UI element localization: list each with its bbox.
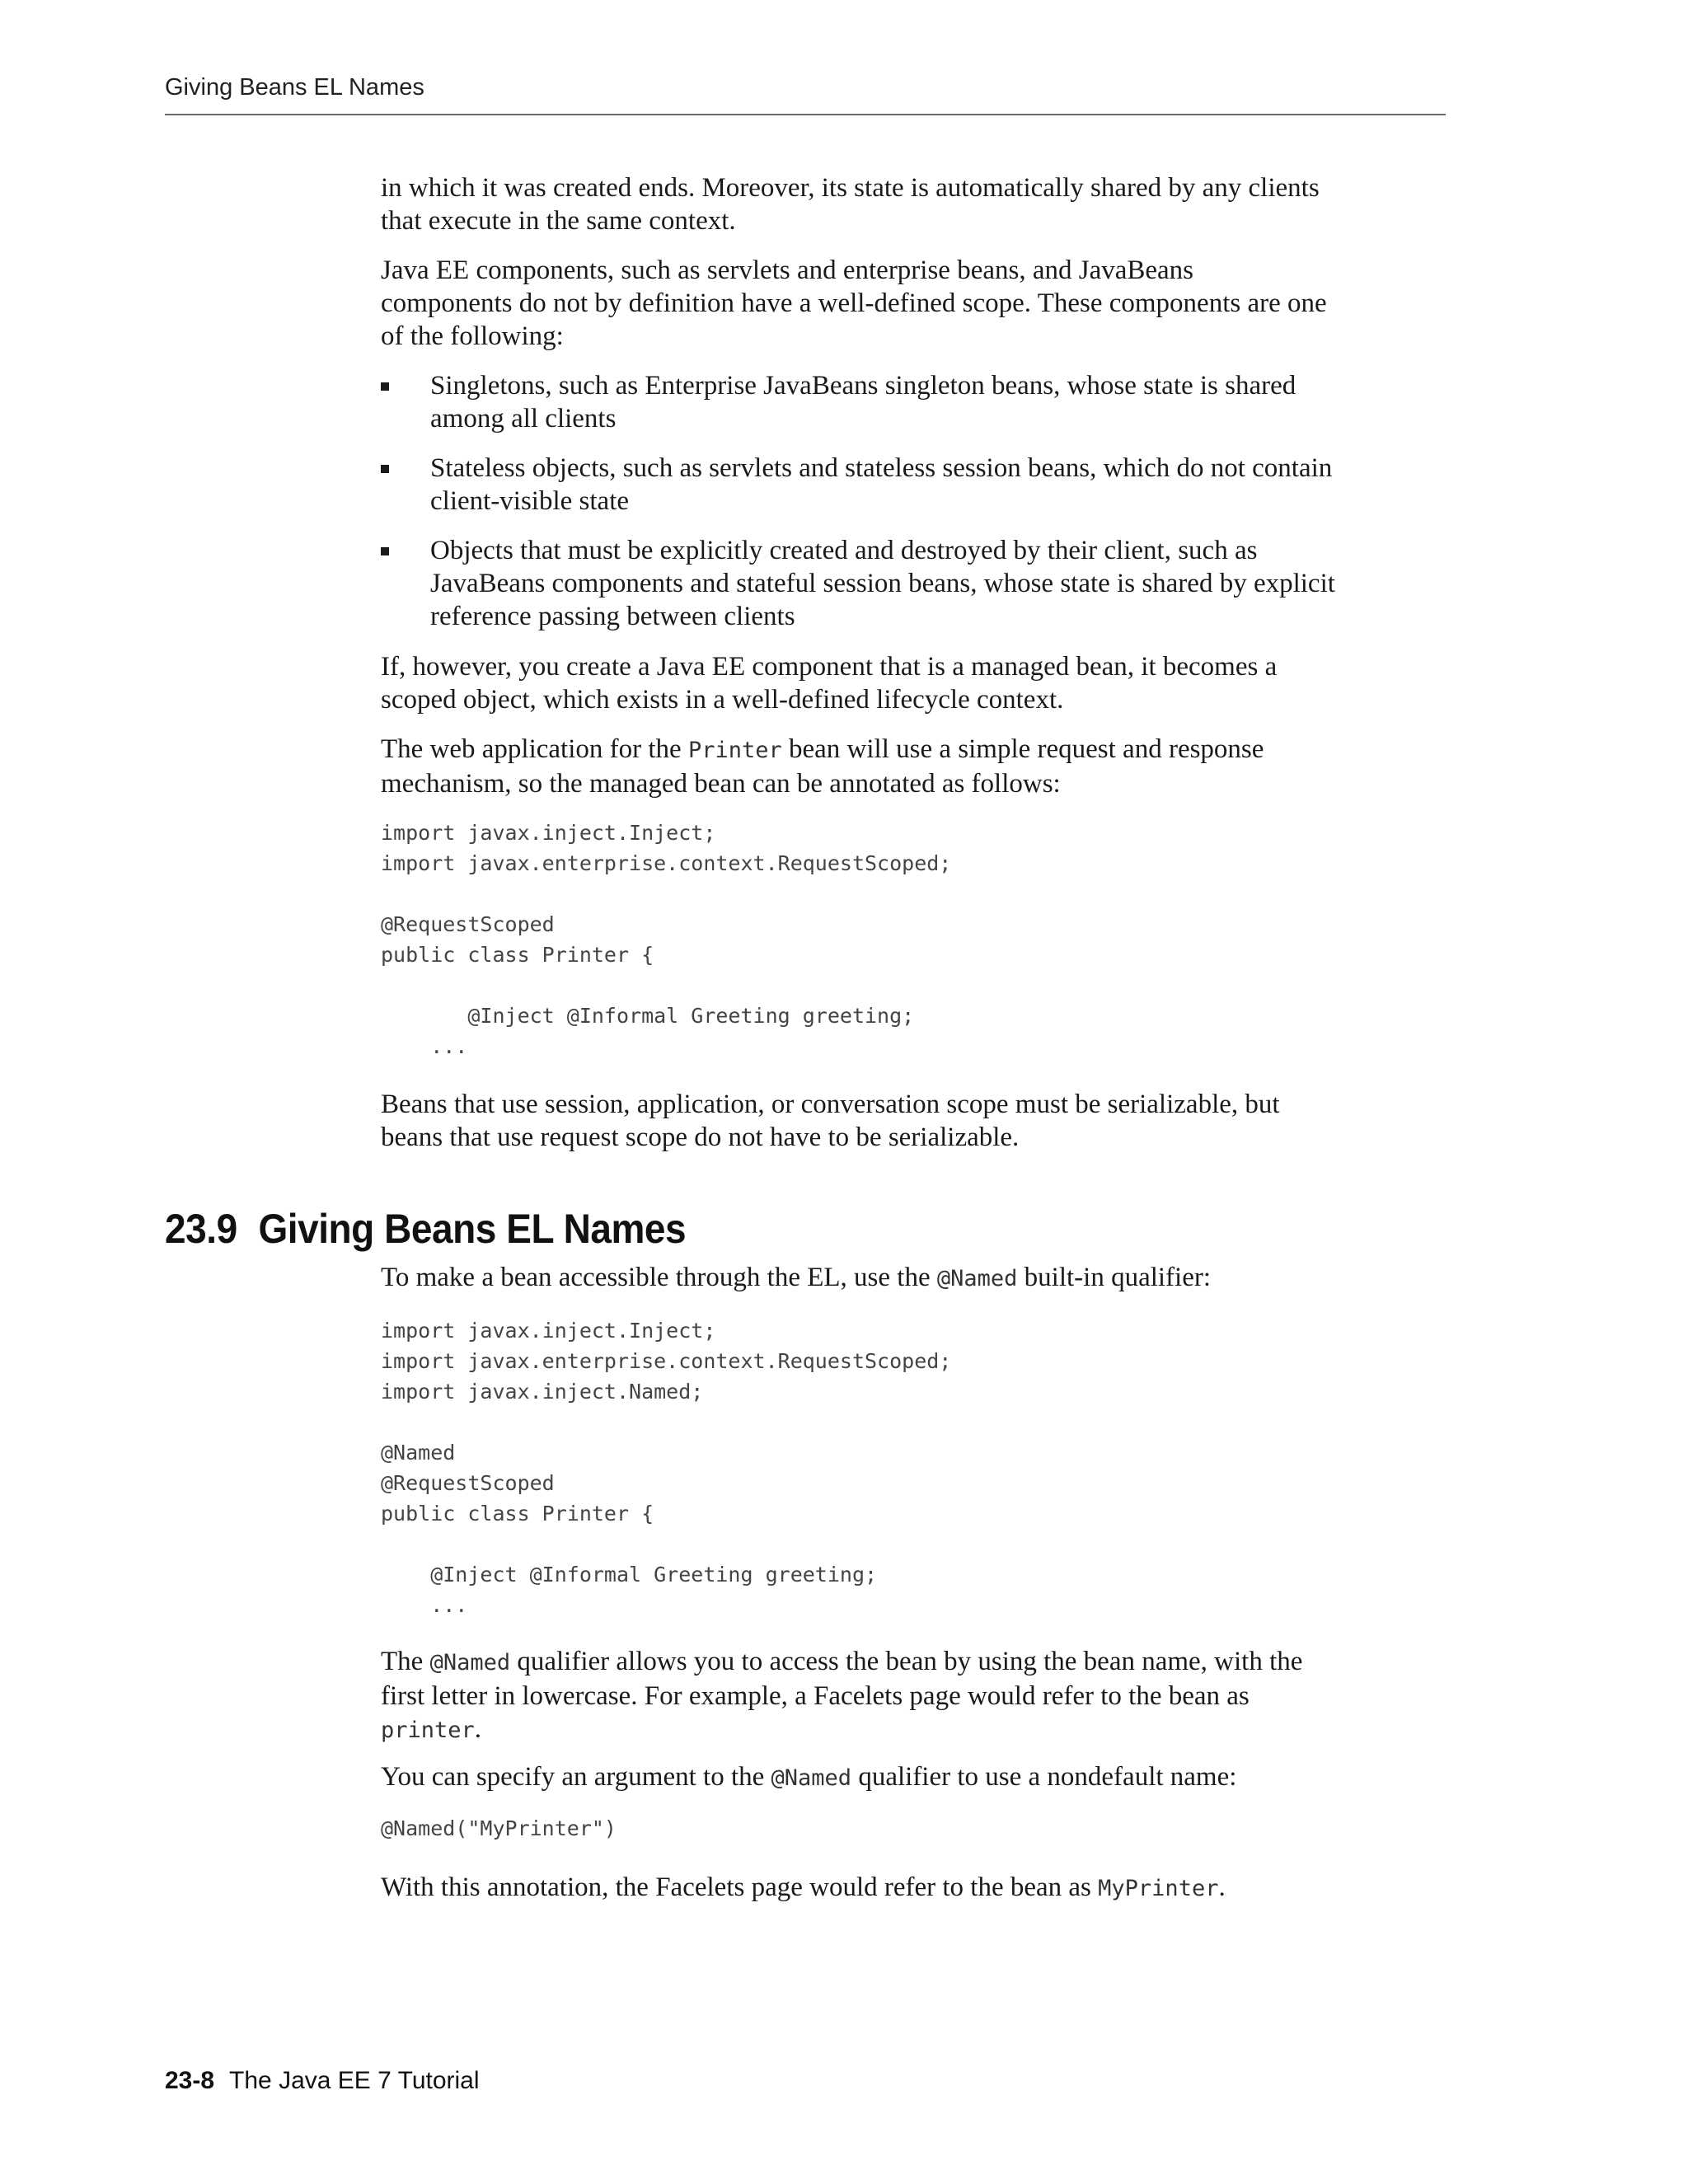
annotation-text: With this annotation, the Facelets page would refer to the bean as MyPrinter. (381, 1872, 1226, 1902)
list-item-text: Singletons, such as Enterprise JavaBeans singleton beans, whose state is shared among all clients (430, 371, 1296, 434)
printer-paragraph (381, 733, 1452, 800)
inline-code: @Named (771, 1765, 852, 1791)
section-heading (165, 1205, 686, 1253)
section-title: Giving Beans EL Names (258, 1206, 687, 1252)
managed-bean-paragraph (381, 650, 1452, 716)
list-item-text: Objects that must be explicitly created and destroyed by their client, such as JavaBeans components and stateful session beans, whose state is shared by explicit reference passing between clients (430, 536, 1335, 631)
printer-text: The web application for the Printer bean will use a simple request and response mechanism, so the managed bean can be annotated as follows: (381, 734, 1264, 799)
code-example-request-scoped: import javax.inject.Inject; import javax.enterprise.context.RequestScoped; @RequestScoped public class Printer { @Inject @Informal Greeting greeting; ... (381, 821, 952, 1058)
annotation-paragraph (381, 1871, 1452, 1905)
inline-code: Printer (687, 738, 782, 763)
page-footer (165, 2067, 480, 2095)
named-qualifier-text: The @Named qualifier allows you to access the bean by using the bean name, with the first letter in lowercase. For example, a Facelets page would refer to the bean as printer. (381, 1647, 1303, 1744)
bullet-icon (381, 465, 389, 473)
argument-text: You can specify an argument to the @Named qualifier to use a nondefault name: (381, 1762, 1237, 1792)
argument-paragraph (381, 1760, 1452, 1795)
intro-text-2: Java EE components, such as servlets and enterprise beans, and JavaBeans components do not by definition have a well-defined scope. These components are one of the following: (381, 255, 1327, 351)
managed-bean-text: If, however, you create a Java EE component that is a managed bean, it becomes a scoped object, which exists in a well-defined lifecycle context. (381, 652, 1278, 715)
serializable-text: Beans that use session, application, or conversation scope must be serializable, but beans that use request scope do not have to be serializable. (381, 1090, 1280, 1152)
code-example-named-argument: @Named("MyPrinter") (381, 1816, 617, 1840)
bullet-icon (381, 382, 389, 391)
intro-text-1: in which it was created ends. Moreover, its state is automatically shared by any clients that execute in the same context. (381, 173, 1320, 236)
list-item-text: Stateless objects, such as servlets and stateless session beans, which do not contain client-visible state (430, 453, 1333, 516)
serializable-paragraph (381, 1088, 1452, 1154)
running-header: Giving Beans EL Names (165, 74, 424, 101)
intro-paragraph-2 (381, 254, 1452, 353)
section-number: 23.9 (165, 1206, 237, 1252)
el-paragraph (381, 1261, 1452, 1296)
code-example-named: import javax.inject.Inject; import javax.enterprise.context.RequestScoped; import javax.inject.Named; @Named @RequestScoped public class Printer { @Inject @Informal Greeting greeting; ... (381, 1319, 952, 1617)
el-text: To make a bean accessible through the EL, use the @Named built-in qualifier: (381, 1263, 1212, 1292)
page-number: 23-8 (165, 2067, 215, 2094)
inline-code: @Named (936, 1266, 1018, 1291)
bullet-icon (381, 547, 389, 555)
inline-code: printer (381, 1718, 475, 1743)
book-title: The Java EE 7 Tutorial (229, 2067, 480, 2094)
inline-code: @Named (429, 1650, 511, 1675)
header-rule (165, 114, 1446, 115)
intro-paragraph-1 (381, 171, 1452, 237)
inline-code: MyPrinter (1098, 1876, 1219, 1901)
named-qualifier-paragraph (381, 1645, 1452, 1747)
